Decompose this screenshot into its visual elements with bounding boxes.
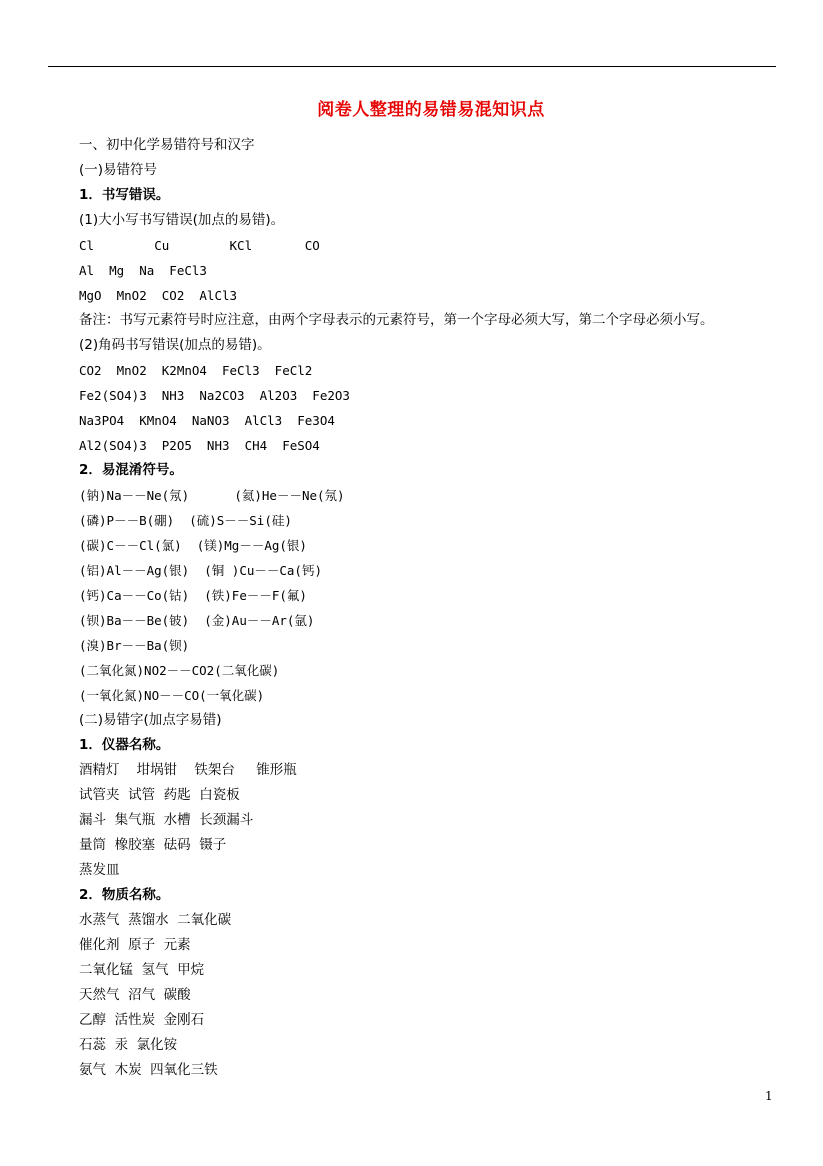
text-line: 试管夹 试管 药匙 白瓷板	[79, 787, 240, 803]
text-line: CO2 MnO2 K2MnO4 FeCl3 FeCl2	[79, 363, 313, 378]
text-line: 二氧化锰 氢气 甲烷	[79, 962, 205, 978]
text-line: Al2(SO4)3 P2O5 NH3 CH4 FeSO4	[79, 438, 320, 453]
text-line: (钠)Na－－Ne(氖) (氦)He－－Ne(氖)	[79, 488, 345, 503]
text-line: (一)易错符号	[79, 162, 158, 178]
text-line: Cl Cu KCl CO	[79, 238, 320, 253]
text-line: (二氧化氮)NO2－－CO2(二氧化碳)	[79, 663, 280, 678]
text-line: 量筒 橡胶塞 砝码 镊子	[79, 837, 227, 853]
text-line: (一氧化氮)NO－－CO(一氧化碳)	[79, 688, 265, 703]
text-line: 石蕊 汞 氯化铵	[79, 1037, 178, 1053]
document-title: 阅卷人整理的易错易混知识点	[317, 100, 545, 120]
text-line: 1．书写错误。	[79, 187, 170, 203]
text-line: 一、初中化学易错符号和汉字	[79, 137, 255, 153]
text-line: 1．仪器名称。	[79, 737, 170, 753]
text-line: 水蒸气 蒸馏水 二氧化碳	[79, 912, 232, 928]
text-line: Fe2(SO4)3 NH3 Na2CO3 Al2O3 Fe2O3	[79, 388, 350, 403]
text-line: MgO MnO2 CO2 AlCl3	[79, 288, 238, 303]
page-number: 1	[765, 1089, 773, 1103]
text-line: Na3PO4 KMnO4 NaNO3 AlCl3 Fe3O4	[79, 413, 335, 428]
text-line: (铝)Al－－Ag(银) (铜 )Cu－－Ca(钙)	[79, 563, 322, 578]
text-line: 氨气 木炭 四氧化三铁	[79, 1062, 218, 1078]
text-line: Al Mg Na FeCl3	[79, 263, 207, 278]
text-line: (2)角码书写错误(加点的易错)。	[79, 337, 271, 353]
text-line: (磷)P－－B(硼) (硫)S－－Si(硅)	[79, 513, 292, 528]
text-line: (钡)Ba－－Be(铍) (金)Au－－Ar(氩)	[79, 613, 315, 628]
text-line: (溴)Br－－Ba(钡)	[79, 638, 190, 653]
text-line: 蒸发皿	[79, 862, 120, 878]
header-rule	[48, 66, 776, 67]
text-line: 2．易混淆符号。	[79, 462, 183, 478]
text-line: 2．物质名称。	[79, 887, 170, 903]
text-line: (二)易错字(加点字易错)	[79, 712, 222, 728]
text-line: 备注：书写元素符号时应注意，由两个字母表示的元素符号，第一个字母必须大写，第二个字母必须小写。	[79, 312, 714, 328]
text-line: (碳)C－－Cl(氯) (镁)Mg－－Ag(银)	[79, 538, 307, 553]
text-line: 天然气 沼气 碳酸	[79, 987, 191, 1003]
text-line: (钙)Ca－－Co(钴) (铁)Fe－－F(氟)	[79, 588, 307, 603]
text-line: (1)大小写书写错误(加点的易错)。	[79, 212, 285, 228]
text-line: 催化剂 原子 元素	[79, 937, 191, 953]
text-line: 酒精灯 坩埚钳 铁架台 锥形瓶	[79, 762, 297, 778]
text-line: 乙醇 活性炭 金刚石	[79, 1012, 205, 1028]
text-line: 漏斗 集气瓶 水槽 长颈漏斗	[79, 812, 254, 828]
document-body	[79, 133, 779, 1083]
